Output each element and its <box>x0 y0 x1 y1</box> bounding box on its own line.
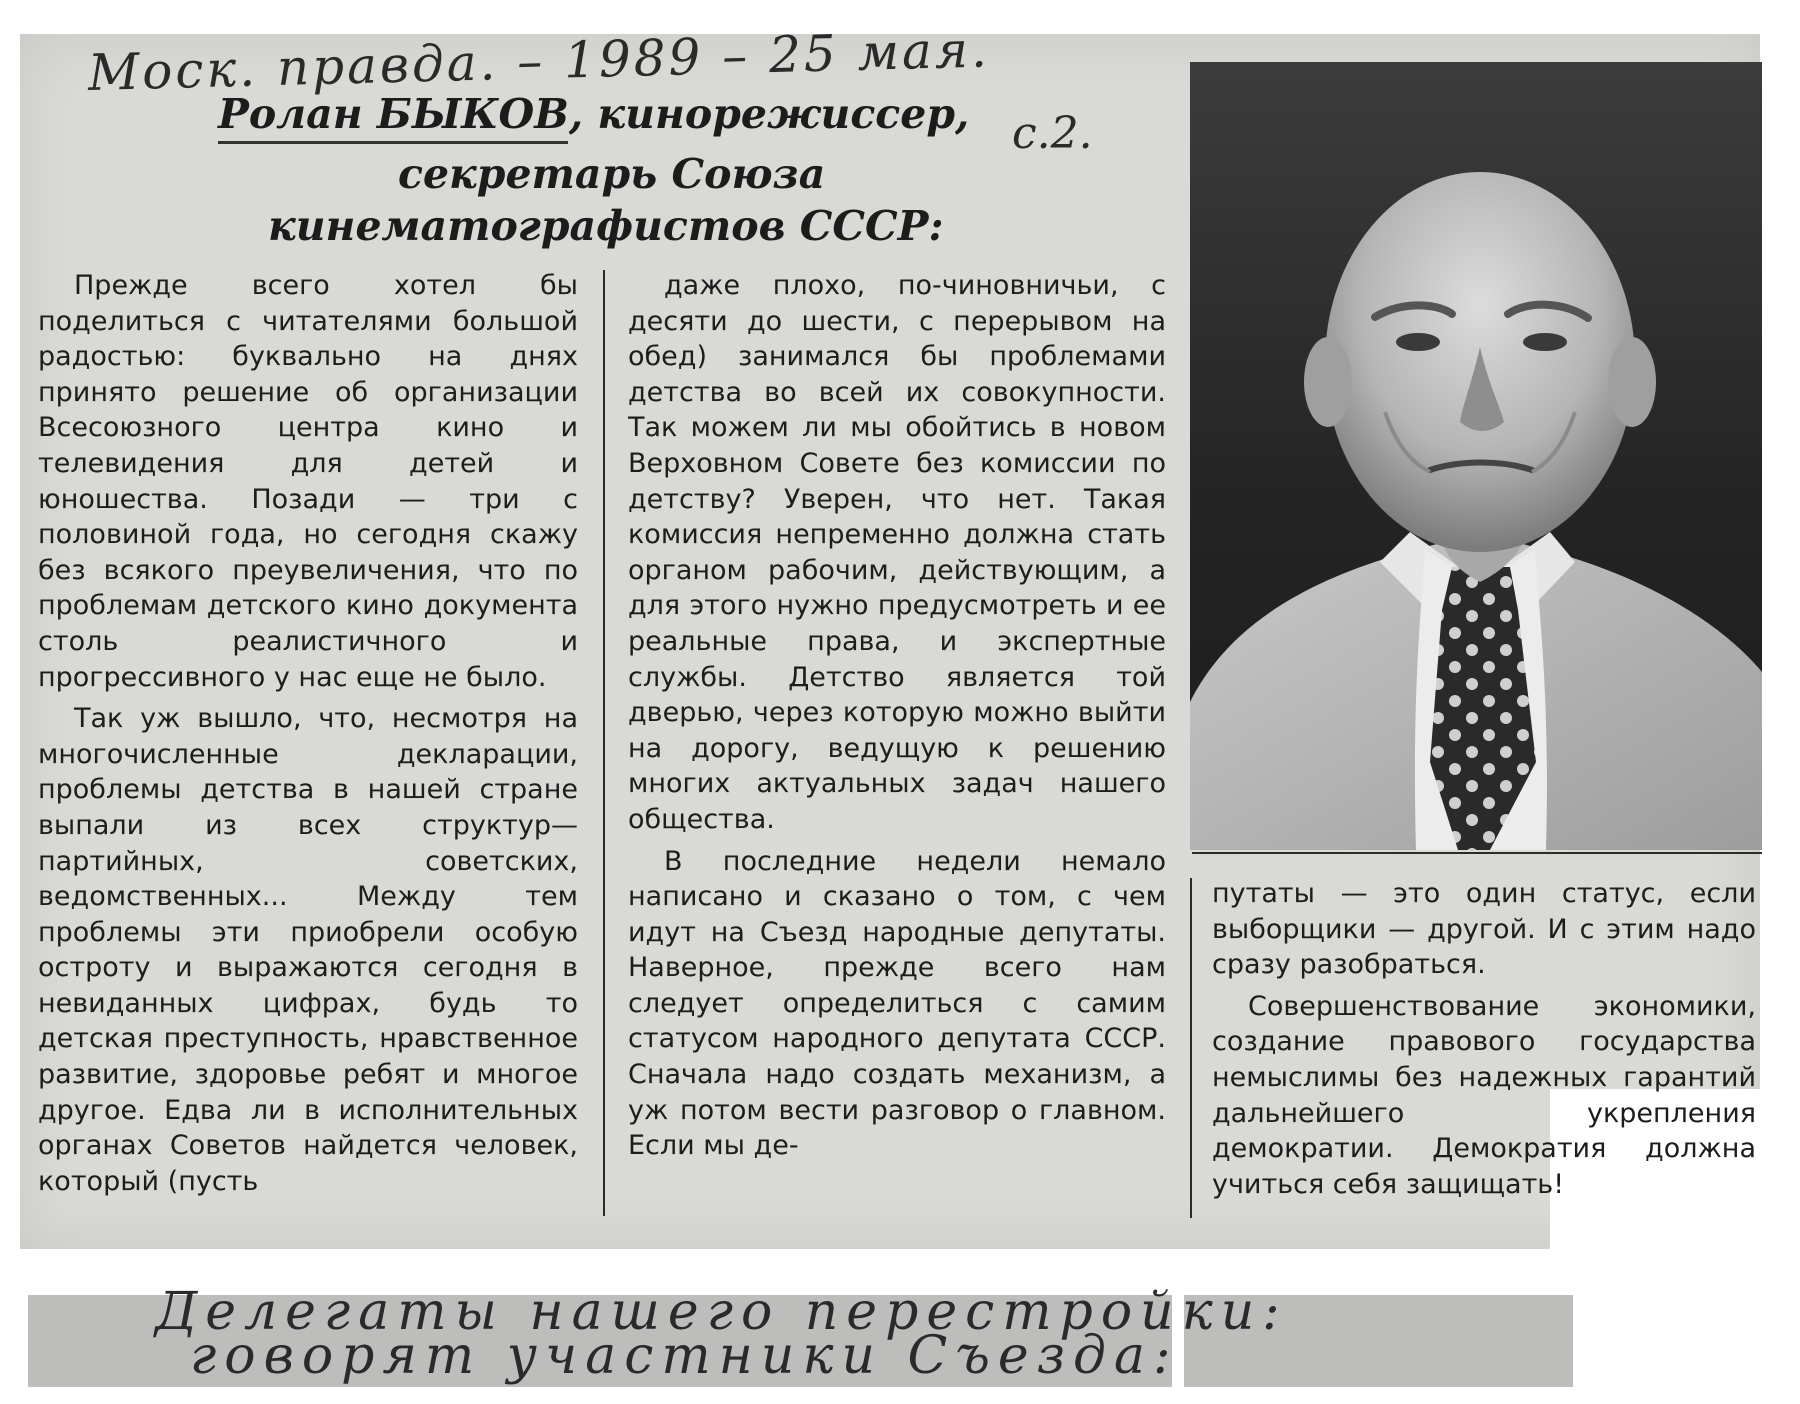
portrait-photo <box>1190 62 1762 850</box>
column-divider-1 <box>603 270 605 1216</box>
column-2-paragraph-2: В последние недели немало написано и сказано о том, с чем идут на Съезд народные депутаты. Наверное, прежде всего нам следует определиться с самим статусом народного депутата СССР. Сначала надо создать механизм, а уж потом вести разговор о главном. Если мы де- <box>628 845 1166 1162</box>
column-1-paragraph-2: Так уж вышло, что, несмотря на многочисленные декларации, проблемы детства в нашей стране выпали из всех структур— партийных, советских, ведомственных... Между тем проблемы эти приобрели особую остроту и выражаются сегодня в невиданных цифрах, будь то детская преступность, нравственное развитие, здоровье ребят и многое другое. Едва ли в исполнительных органах Советов найдется человек, который (пусть <box>38 703 578 1197</box>
handwritten-source-note: Моск. правда. – 1989 – 25 мая. <box>87 20 991 102</box>
column-2-paragraph-1: даже плохо, по-чиновничьи, с десяти до шести, с перерывом на обед) занимался бы проблемами детства во всей их совокупности. Так можем ли мы обойтись в новом Верховном Совете без комиссии по детству? Уверен, что нет. Такая комиссия непременно должна стать органом рабочим, действующим, а для этого нужно предусмотреть и ее реальные права, и экспертные службы. Детство является той дверью, через которую можно выйти на дорогу, ведущую к решению многих актуальных задач нашего общества. <box>628 270 1166 835</box>
column-divider-2 <box>1190 878 1192 1218</box>
column-3-paragraph-2: Совершенствование экономики, создание правового государства немыслимы без надежных гарантий дальнейшего укрепления демократии. Демократия должна учиться себя защищать! <box>1212 990 1756 1200</box>
column-1-paragraph-1: Прежде всего хотел бы поделиться с читателями большой радостью: буквально на днях принято решение об организации Всесоюзного центра кино и телевидения для детей и юношества. Позади — три с половиной года, но сегодня скажу без всякого преувеличения, что по проблемам детского кино документа столь реалистичного и прогрессивного у нас еще не было. <box>38 270 578 693</box>
photo-bottom-rule <box>1192 852 1762 854</box>
column-3-paragraph-1: путаты — это один статус, если выборщики — другой. И с этим надо сразу разобраться. <box>1212 878 1756 981</box>
article-column-2 <box>628 268 1166 1164</box>
handwritten-caption-line-2: говорят участники Съезда: <box>190 1326 1179 1386</box>
article-column-1 <box>38 268 578 1199</box>
headline-pen-underline <box>218 141 568 144</box>
article-column-3 <box>1212 876 1756 1202</box>
headline-line-2: секретарь Союза <box>398 150 826 198</box>
handwritten-caption-line-1: Делегаты нашего перестройки: <box>155 1282 1288 1342</box>
headline-line-3: кинематографистов СССР: <box>268 202 944 250</box>
portrait-illustration <box>1190 62 1762 850</box>
headline-line-1: Ролан БЫКОВ, кинорежиссер, <box>218 90 970 138</box>
handwritten-page-note: с.2. <box>1012 108 1093 159</box>
